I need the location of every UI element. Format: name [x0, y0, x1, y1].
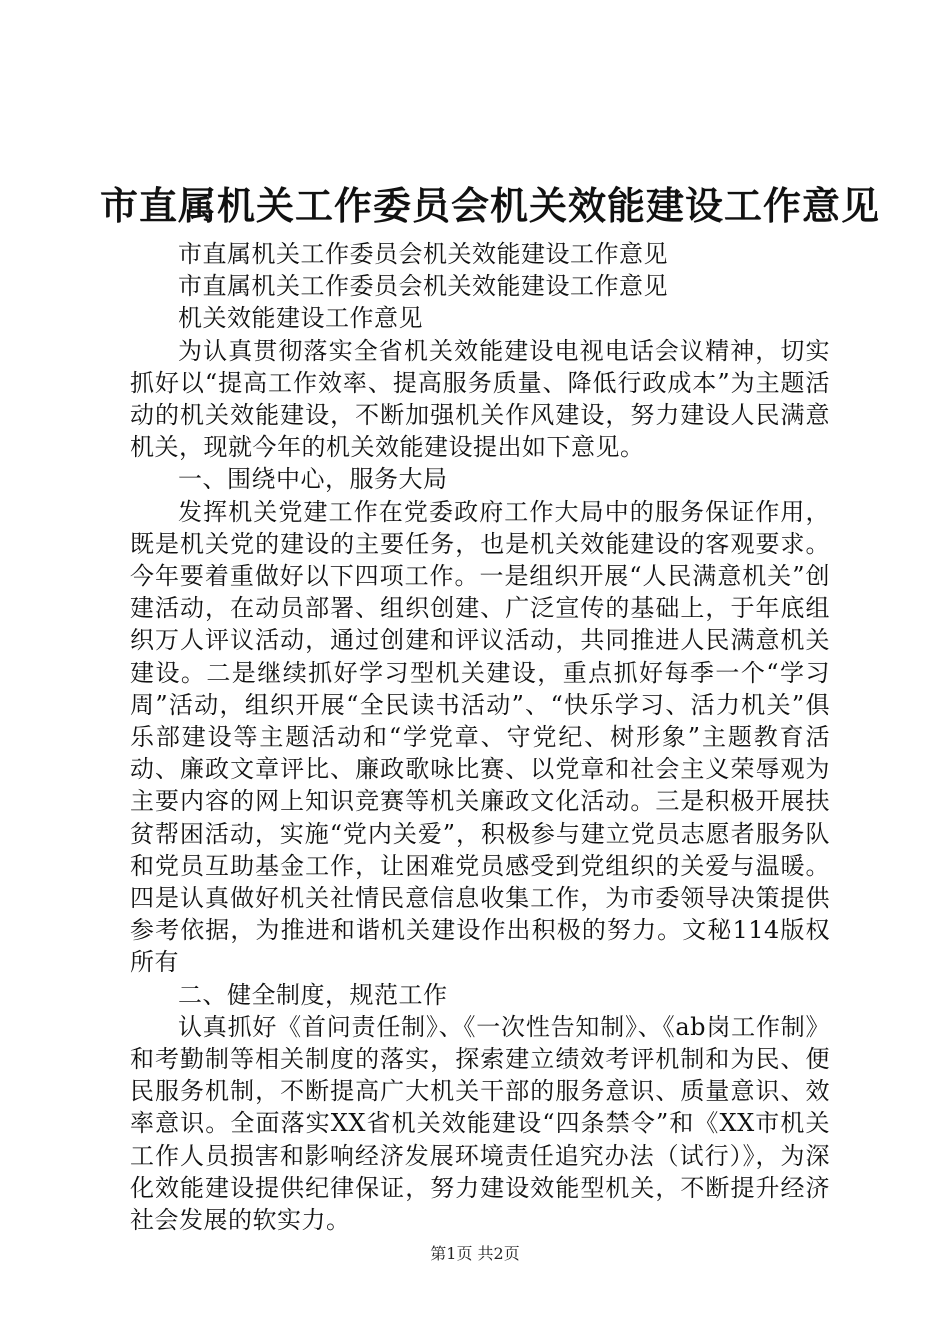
document-title: 市直属机关工作委员会机关效能建设工作意见 — [100, 183, 881, 228]
page-footer: 第1页 共2页 — [430, 1244, 520, 1263]
body-paragraph: 发挥机关党建工作在党委政府工作大局中的服务保证作用，既是机关党的建设的主要任务，也是机关效能建设的客观要求。今年要着重做好以下四项工作。一是组织开展“人民满意机关”创建活动，在动员部署、组织创建、广泛宣传的基础上，于年底组织万人评议活动，通过创建和评议活动，共同推进人民满意机关建设。二是继续抓好学习型机关建设，重点抓好每季一个“学习周”活动，组织开展“全民读书活动”、“快乐学习、活力机关”俱乐部建设等主题活动和“学党章、守党纪、树形象”主题教育活动、廉政文章评比、廉政歌咏比赛、以党章和社会主义荣辱观为主要内容的网上知识竞赛等机关廉政文化活动。三是积极开展扶贫帮困活动，实施“党内关爱”，积极参与建立党员志愿者服务队和党员互助基金工作，让困难党员感受到党组织的关爱与温暖。四是认真做好机关社情民意信息收集工作，为市委领导决策提供参考依据，为推进和谐机关建设作出积极的努力。文秘114版权所有 — [130, 497, 830, 977]
section-heading: 二、健全制度，规范工作 — [178, 980, 448, 1009]
subtitle-line: 市直属机关工作委员会机关效能建设工作意见 — [178, 240, 668, 268]
document-body — [130, 238, 830, 1236]
subtitle-line: 机关效能建设工作意见 — [178, 304, 423, 333]
section-heading: 一、围绕中心，服务大局 — [178, 465, 448, 494]
intro-paragraph: 为认真贯彻落实全省机关效能建设电视电话会议精神，切实抓好以“提高工作效率、提高服务质量、降低行政成本”为主题活动的机关效能建设，不断加强机关作风建设，努力建设人民满意机关，现就今年的机关效能建设提出如下意见。 — [130, 336, 830, 462]
body-paragraph: 认真抓好《首问责任制》、《一次性告知制》、《ab岗工作制》和考勤制等相关制度的落实，探索建立绩效考评机制和为民、便民服务机制，不断提高广大机关干部的服务意识、质量意识、效率意识。全面落实XX省机关效能建设“四条禁令”和《XX市机关工作人员损害和影响经济发展环境责任追究办法（试行）》，为深化效能建设提供纪律保证，努力建设效能型机关，不断提升经济社会发展的软实力。 — [130, 1012, 830, 1235]
subtitle-line: 市直属机关工作委员会机关效能建设工作意见 — [178, 272, 668, 301]
